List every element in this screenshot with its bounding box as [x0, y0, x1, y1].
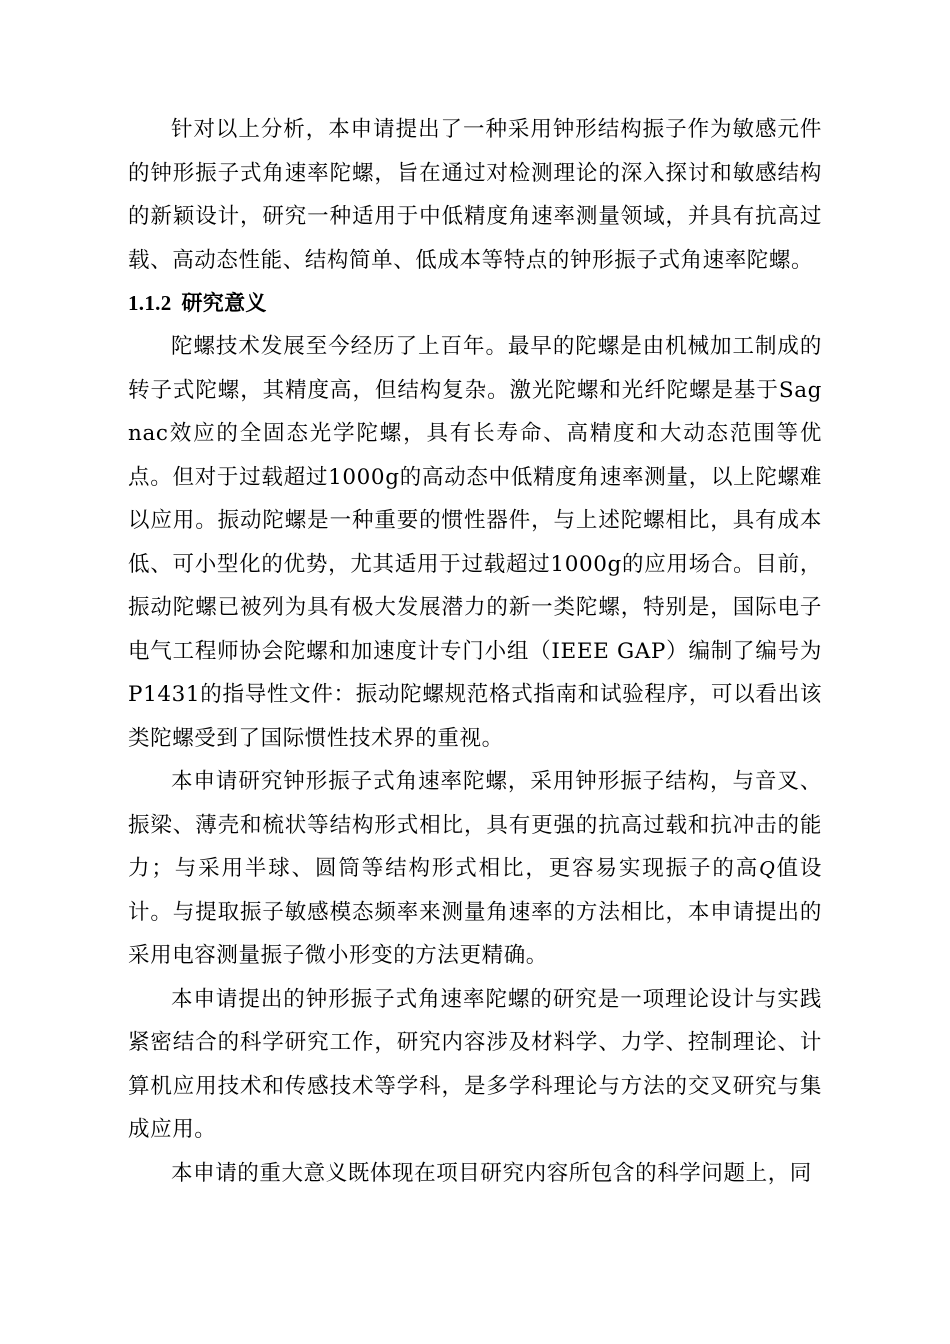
- paragraph-significance-2: [128, 760, 822, 978]
- paragraph-significance-3: 本申请提出的钟形振子式角速率陀螺的研究是一项理论设计与实践紧密结合的科学研究工作，研究内容涉及材料学、力学、控制理论、计算机应用技术和传感技术等学科，是多学科理论与方法的交叉研究与集成应用。: [128, 986, 822, 1142]
- section-number: 1.1.2: [128, 291, 172, 315]
- paragraph-significance-4: 本申请的重大意义既体现在项目研究内容所包含的科学问题上，同: [171, 1160, 812, 1186]
- section-title: 研究意义: [181, 291, 267, 315]
- paragraph-intro: 针对以上分析，本申请提出了一种采用钟形结构振子作为敏感元件的钟形振子式角速率陀螺，旨在通过对检测理论的深入探讨和敏感结构的新颖设计，研究一种适用于中低精度角速率测量领域，并具有抗高过载、高动态性能、结构简单、低成本等特点的钟形振子式角速率陀螺。: [128, 117, 822, 273]
- q-symbol: Q: [759, 856, 776, 880]
- document-body: [128, 108, 822, 1195]
- section-heading: [128, 282, 822, 325]
- paragraph-significance-1: 陀螺技术发展至今经历了上百年。最早的陀螺是由机械加工制成的转子式陀螺，其精度高，但结构复杂。激光陀螺和光纤陀螺是基于Sagnac效应的全固态光学陀螺，具有长寿命、高精度和大动态范围等优点。但对于过载超过1000g的高动态中低精度角速率测量，以上陀螺难以应用。振动陀螺是一种重要的惯性器件，与上述陀螺相比，具有成本低、可小型化的优势，尤其适用于过载超过1000g的应用场合。目前，振动陀螺已被列为具有极大发展潜力的新一类陀螺，特别是，国际电子电气工程师协会陀螺和加速度计专门小组（IEEE GAP）编制了编号为P1431的指导性文件：振动陀螺规范格式指南和试验程序，可以看出该类陀螺受到了国际惯性技术界的重视。: [128, 334, 822, 751]
- paragraph-2-text-a: 本申请研究钟形振子式角速率陀螺，采用钟形振子结构，与音叉、振梁、薄壳和梳状等结构形式相比，具有更强的抗高过载和抗冲击的能力；与采用半球、圆筒等结构形式相比，更容易实现振子的高: [128, 769, 822, 881]
- paragraph-2-text-b: 值设计。与提取振子敏感模态频率来测量角速率的方法相比，本申请提出的采用电容测量振子微小形变的方法更精确。: [128, 856, 822, 968]
